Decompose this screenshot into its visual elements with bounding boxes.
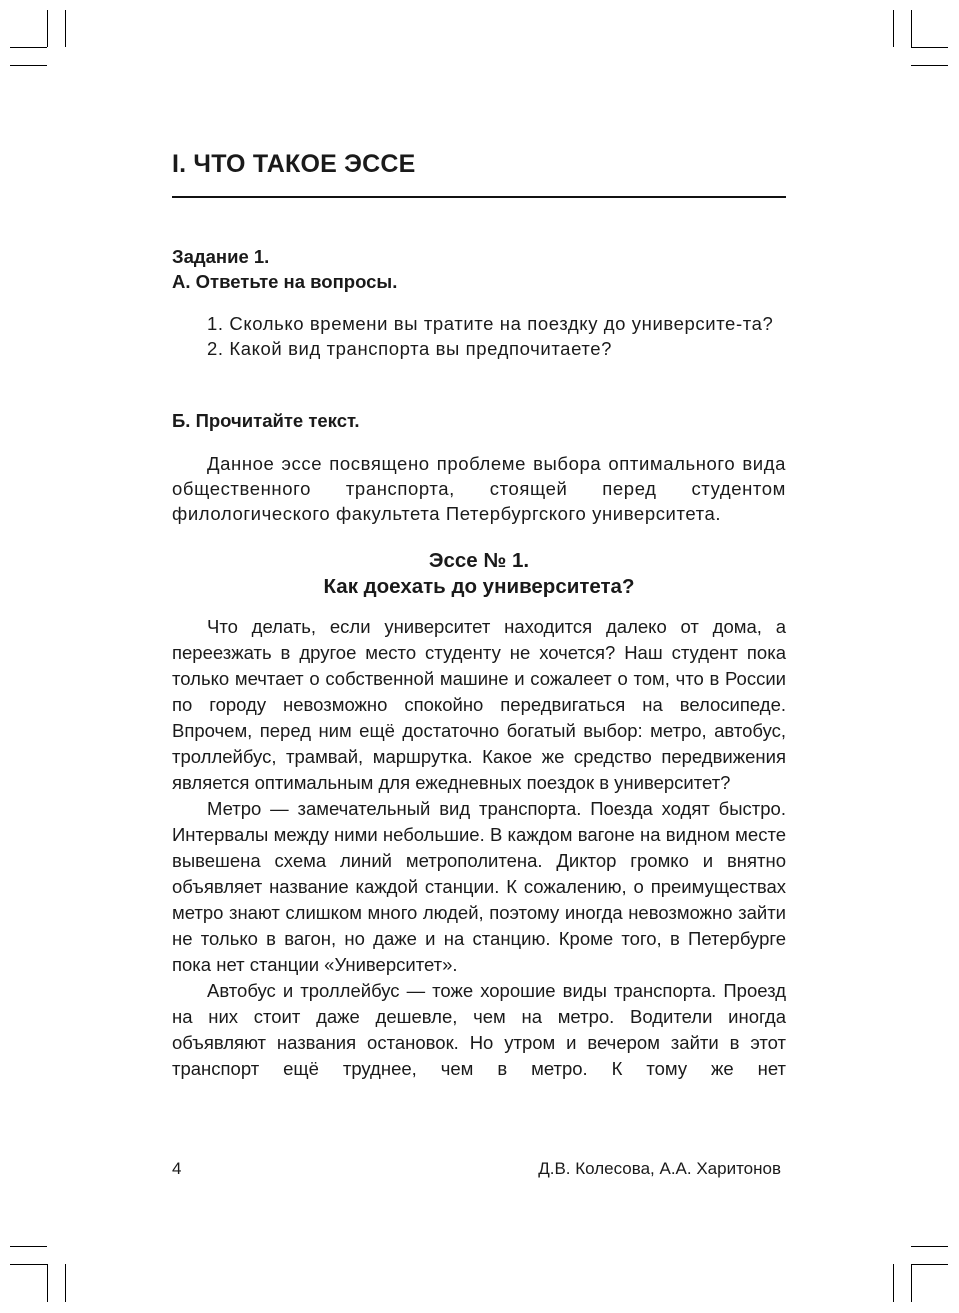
question-list [172, 311, 786, 361]
task-part-b-label: Б. Прочитайте текст. [172, 410, 360, 431]
intro-paragraph: Данное эссе посвящено проблеме выбора оптимального вида общественного транспорта, стоящей перед студентом филологического факультета Петербургского университета. [172, 453, 786, 524]
question-item: 2. Какой вид транспорта вы предпочитаете? [207, 338, 612, 359]
footer-authors: Д.В. Колесова, А.А. Харитонов [538, 1159, 781, 1178]
task-label: Задание 1. [172, 246, 270, 267]
essay-number: Эссе № 1. [428, 549, 530, 572]
page-number: 4 [172, 1159, 182, 1178]
essay-heading [172, 548, 786, 600]
essay-title: Как доехать до университета? [323, 575, 635, 598]
task-part-b [172, 408, 786, 433]
task-part-a: А. Ответьте на вопросы. [172, 271, 398, 292]
chapter-title: I. ЧТО ТАКОЕ ЭССЕ [172, 150, 416, 178]
essay-paragraph: Автобус и троллейбус — тоже хорошие виды транспорта. Проезд на них стоит даже дешевле, чем на метро. Водители иногда объявляют названия остановок. Но утром и вечером зайти в этот транспорт ещё труднее, чем в метро. К тому же нет [172, 980, 786, 1079]
essay-body [172, 614, 786, 1082]
essay-paragraph: Метро — замечательный вид транспорта. Поезда ходят быстро. Интервалы между ними небольшие. В каждом вагоне на видном месте вывешена схема линий метрополитена. Диктор громко и внятно объявляет название каждой станции. К сожалению, о преимуществах метро знают слишком много людей, поэтому иногда невозможно зайти не только в вагон, но даже и на станцию. Кроме того, в Петербурге пока нет станции «Университет». [172, 798, 786, 975]
chapter-divider [172, 196, 786, 198]
question-item: 1. Сколько времени вы тратите на поездку до университе-та? [207, 313, 774, 334]
task-heading [172, 244, 786, 294]
essay-paragraph: Что делать, если университет находится далеко от дома, а переезжать в другое место студенту не хочется? Наш студент пока только мечтает о собственной машине и сожалеет о том, что в России по городу невозможно спокойно передвигаться на велосипеде. Впрочем, перед ним ещё достаточно богатый выбор: метро, автобус, троллейбус, трамвай, маршрутка. Какое же средство передвижения является оптимальным для ежедневных поездок в университет? [172, 616, 786, 793]
intro-text [172, 451, 786, 526]
